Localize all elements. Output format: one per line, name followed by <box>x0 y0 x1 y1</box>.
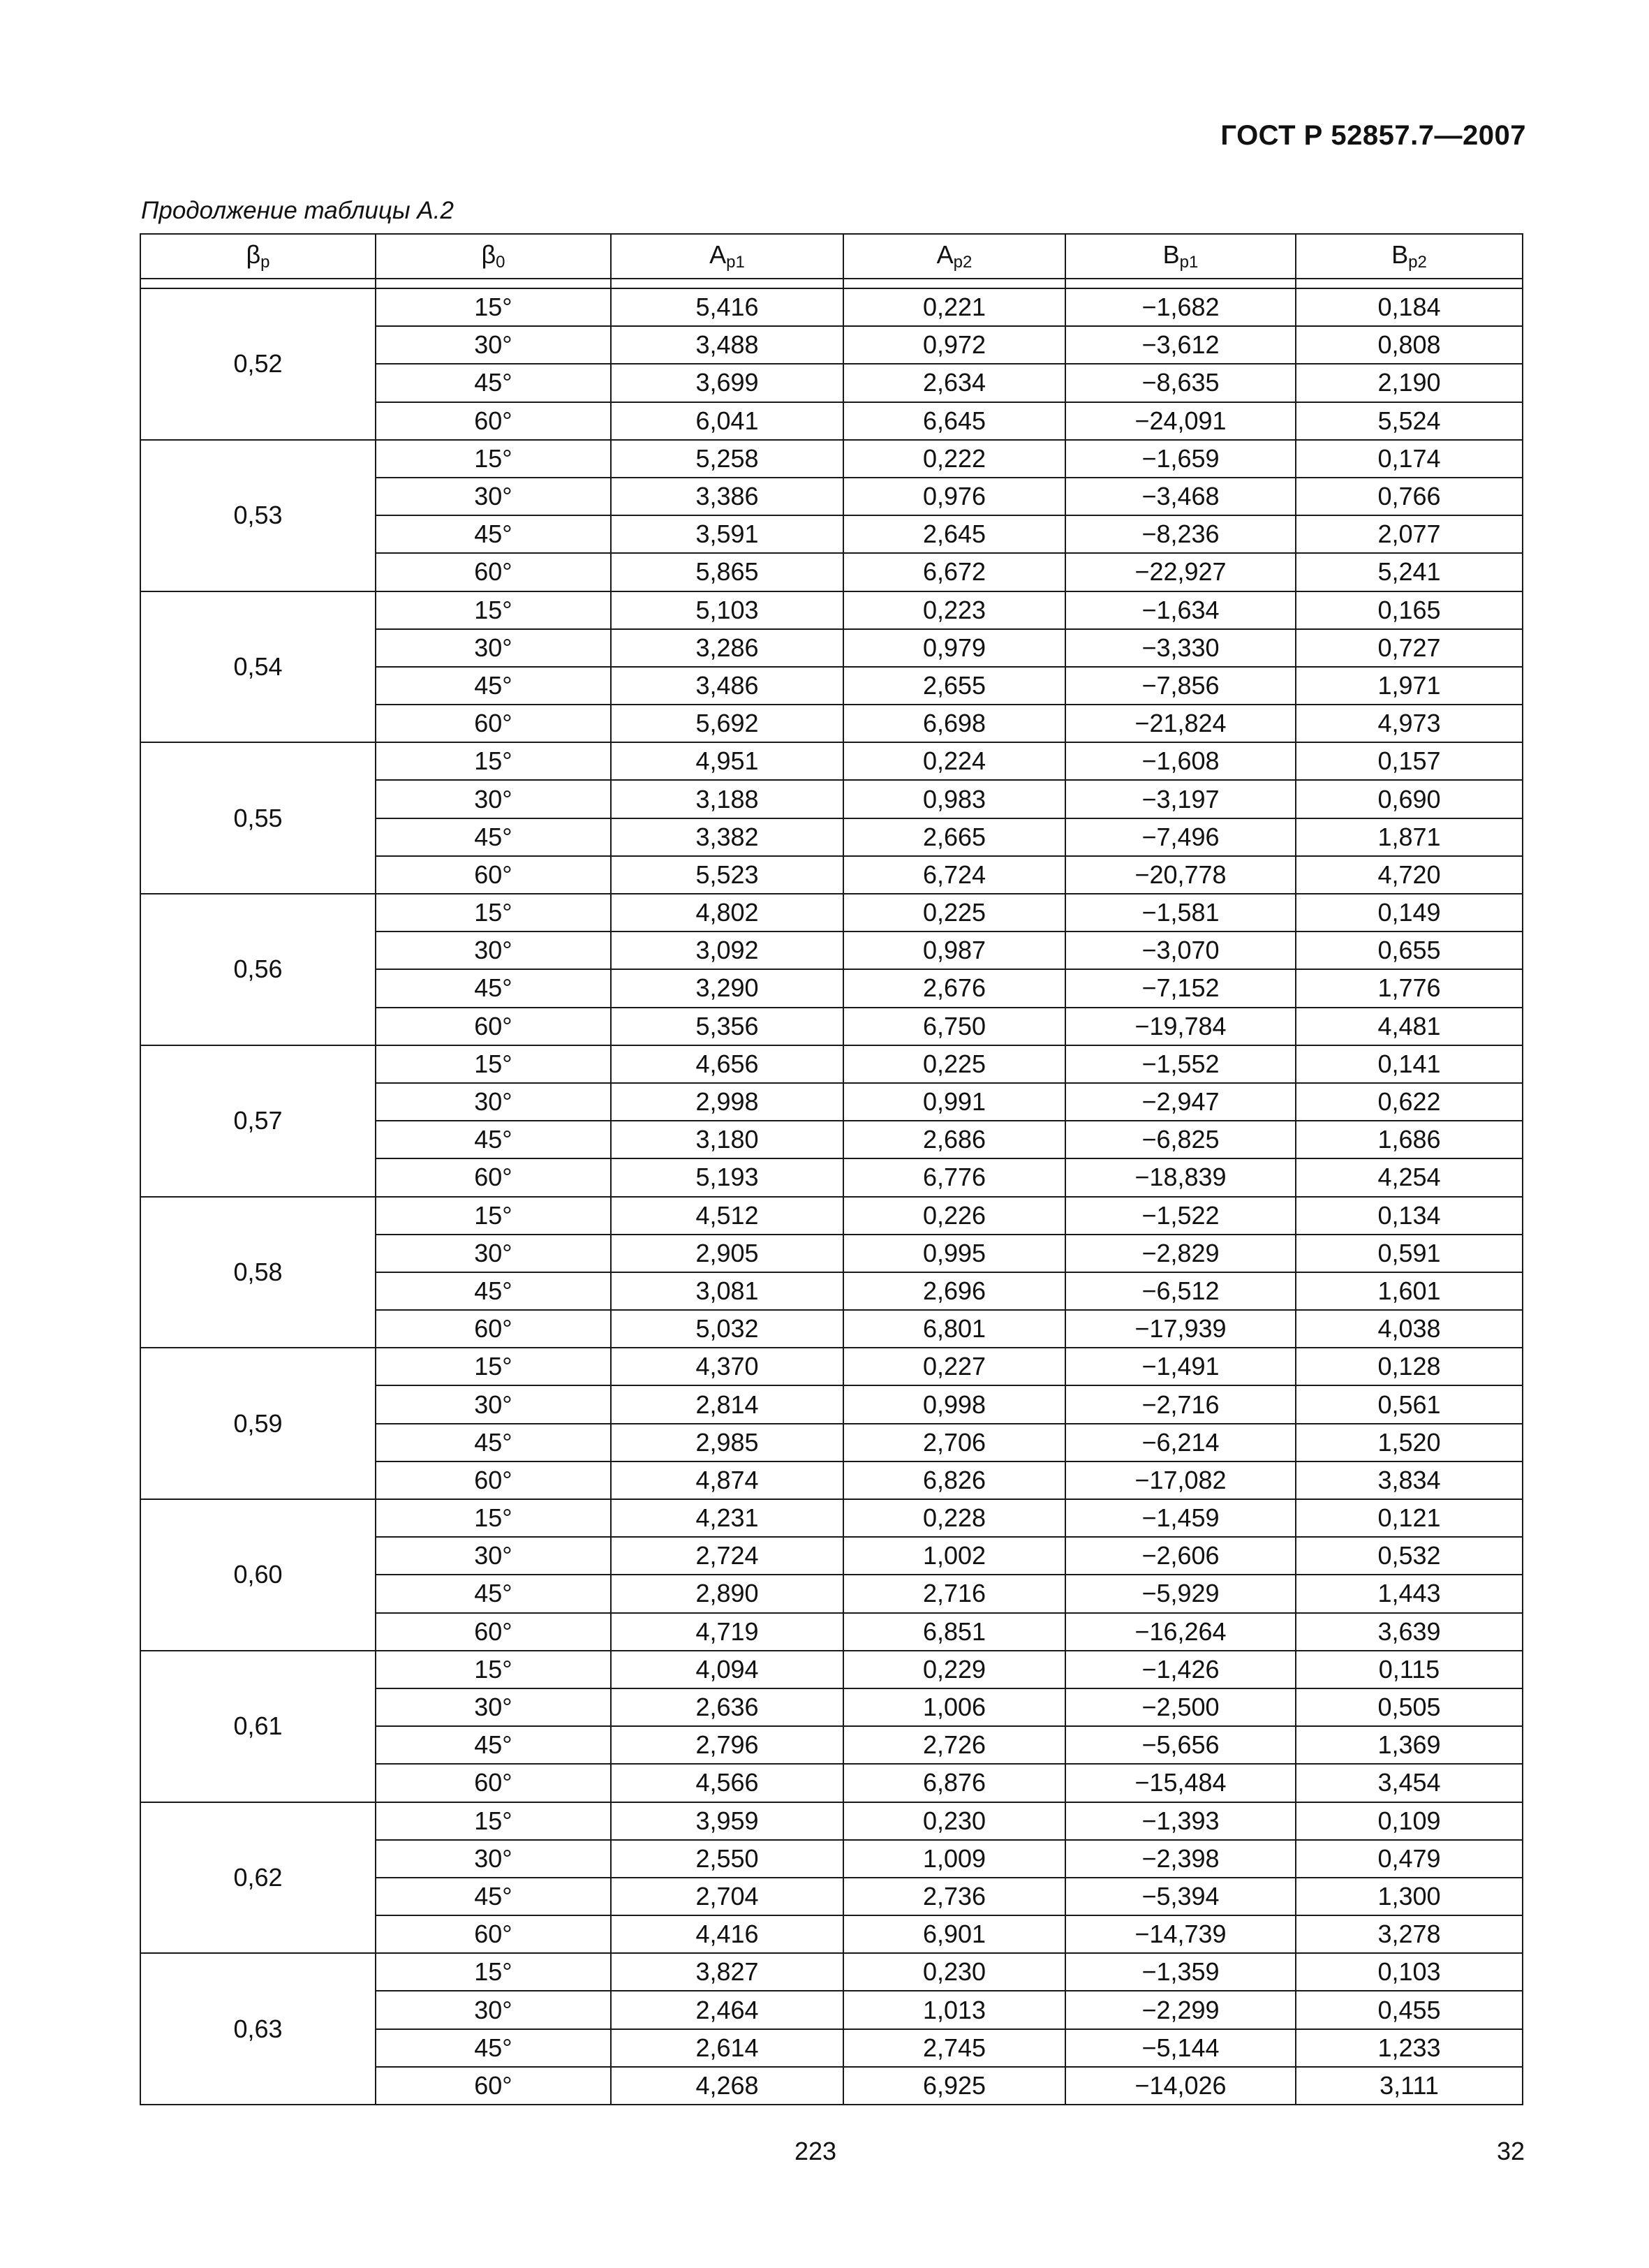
table-caption: Продолжение таблицы А.2 <box>141 197 454 224</box>
table-cell: 3,180 <box>611 1121 843 1158</box>
table-cell: 2,726 <box>843 1726 1065 1764</box>
table-cell: 3,081 <box>611 1272 843 1310</box>
table-cell: 5,865 <box>611 553 843 591</box>
table-cell: 1,002 <box>843 1537 1065 1575</box>
table-cell: 2,550 <box>611 1840 843 1878</box>
beta-p-cell: 0,59 <box>140 1348 376 1499</box>
table-cell: 15° <box>376 1651 611 1688</box>
beta-p-cell: 0,55 <box>140 742 376 894</box>
table-cell: 5,416 <box>611 288 843 326</box>
table-cell: 2,704 <box>611 1878 843 1915</box>
table-cell: 1,971 <box>1296 667 1523 705</box>
table-cell: 3,959 <box>611 1802 843 1840</box>
table-row <box>140 894 1523 932</box>
table-cell: −6,512 <box>1065 1272 1296 1310</box>
col-header-a-p2: $A_{p2}$ <box>843 234 1065 279</box>
data-table <box>140 233 1523 2105</box>
table-cell: −2,829 <box>1065 1235 1296 1272</box>
table-cell: −20,778 <box>1065 856 1296 894</box>
table-cell: 0,109 <box>1296 1802 1523 1840</box>
table-cell: 0,225 <box>843 894 1065 932</box>
table-cell: 1,776 <box>1296 969 1523 1007</box>
table-cell: −24,091 <box>1065 402 1296 440</box>
table-cell: 15° <box>376 1045 611 1083</box>
table-cell: 3,278 <box>1296 1915 1523 1953</box>
beta-p-cell: 0,58 <box>140 1197 376 1348</box>
table-cell: 4,094 <box>611 1651 843 1688</box>
table-cell: 0,149 <box>1296 894 1523 932</box>
table-cell: 3,111 <box>1296 2067 1523 2105</box>
table-cell: −2,716 <box>1065 1385 1296 1423</box>
col-header-a-p1: $A_{p1}$ <box>611 234 843 279</box>
col-header-b-p1: $B_{p1}$ <box>1065 234 1296 279</box>
table-cell: 3,488 <box>611 326 843 364</box>
table-cell: −7,152 <box>1065 969 1296 1007</box>
col-header-b-p2: $B_{p2}$ <box>1296 234 1523 279</box>
table-cell: −1,682 <box>1065 288 1296 326</box>
table-cell: −17,082 <box>1065 1461 1296 1499</box>
table-cell: 0,228 <box>843 1499 1065 1537</box>
table-cell: −1,393 <box>1065 1802 1296 1840</box>
table-cell: 30° <box>376 1537 611 1575</box>
table-cell: 6,698 <box>843 705 1065 742</box>
table-cell: 2,985 <box>611 1424 843 1461</box>
table-cell: 0,221 <box>843 288 1065 326</box>
table-cell: 60° <box>376 2067 611 2105</box>
table-cell: 45° <box>376 1878 611 1915</box>
table-cell: 60° <box>376 1915 611 1953</box>
table-cell: −19,784 <box>1065 1008 1296 1045</box>
table-cell: 2,645 <box>843 515 1065 553</box>
table-cell: −1,426 <box>1065 1651 1296 1688</box>
table-cell: 3,382 <box>611 818 843 856</box>
table-cell: 3,290 <box>611 969 843 1007</box>
table-cell: 0,230 <box>843 1802 1065 1840</box>
table-cell: 45° <box>376 1575 611 1612</box>
table-row <box>140 288 1523 326</box>
table-cell: 0,224 <box>843 742 1065 780</box>
table-cell: 15° <box>376 1802 611 1840</box>
beta-p-cell: 0,56 <box>140 894 376 1045</box>
table-cell: 30° <box>376 1385 611 1423</box>
table-cell: 15° <box>376 440 611 478</box>
table-cell: 2,796 <box>611 1726 843 1764</box>
table-row <box>140 1045 1523 1083</box>
table-cell: 3,834 <box>1296 1461 1523 1499</box>
table-cell: 3,188 <box>611 780 843 818</box>
table-cell: 5,523 <box>611 856 843 894</box>
table-cell: −6,825 <box>1065 1121 1296 1158</box>
table-cell: −1,459 <box>1065 1499 1296 1537</box>
table-cell: 15° <box>376 1348 611 1385</box>
table-cell: −5,144 <box>1065 2029 1296 2067</box>
table-cell: 5,241 <box>1296 553 1523 591</box>
table-cell: 4,268 <box>611 2067 843 2105</box>
table-cell: 1,871 <box>1296 818 1523 856</box>
table-cell: 45° <box>376 1272 611 1310</box>
table-cell: 6,826 <box>843 1461 1065 1499</box>
table-cell: 6,672 <box>843 553 1065 591</box>
table-cell: 4,566 <box>611 1764 843 1802</box>
table-cell: 6,801 <box>843 1310 1065 1348</box>
table-cell: 0,995 <box>843 1235 1065 1272</box>
table-cell: 0,505 <box>1296 1688 1523 1726</box>
table-cell: −5,394 <box>1065 1878 1296 1915</box>
table-row <box>140 591 1523 629</box>
table-cell: 3,486 <box>611 667 843 705</box>
table-cell: 0,987 <box>843 932 1065 969</box>
table-cell: 2,745 <box>843 2029 1065 2067</box>
table-cell: 0,766 <box>1296 478 1523 515</box>
table-cell: 6,645 <box>843 402 1065 440</box>
table-cell: 3,286 <box>611 629 843 667</box>
beta-p-cell: 0,61 <box>140 1651 376 1802</box>
table-cell: 30° <box>376 780 611 818</box>
table-cell: −1,659 <box>1065 440 1296 478</box>
table-cell: 2,464 <box>611 1991 843 2028</box>
table-cell: −21,824 <box>1065 705 1296 742</box>
table-cell: 6,776 <box>843 1158 1065 1196</box>
table-cell: 45° <box>376 515 611 553</box>
table-cell: −16,264 <box>1065 1613 1296 1651</box>
table-cell: 1,601 <box>1296 1272 1523 1310</box>
table-cell: 60° <box>376 1310 611 1348</box>
table-cell: 0,184 <box>1296 288 1523 326</box>
table-cell: 2,736 <box>843 1878 1065 1915</box>
table-cell: 2,905 <box>611 1235 843 1272</box>
beta-p-cell: 0,63 <box>140 1953 376 2105</box>
table-cell: 4,038 <box>1296 1310 1523 1348</box>
table-cell: 0,690 <box>1296 780 1523 818</box>
table-cell: 60° <box>376 1008 611 1045</box>
table-cell: −5,929 <box>1065 1575 1296 1612</box>
table-cell: 60° <box>376 856 611 894</box>
beta-p-cell: 0,62 <box>140 1802 376 1954</box>
table-cell: 1,009 <box>843 1840 1065 1878</box>
table-cell: 30° <box>376 1083 611 1121</box>
table-cell: 15° <box>376 894 611 932</box>
table-header <box>140 234 1523 288</box>
table-cell: −1,491 <box>1065 1348 1296 1385</box>
table-cell: 4,370 <box>611 1348 843 1385</box>
table-cell: 1,520 <box>1296 1424 1523 1461</box>
table-cell: 0,165 <box>1296 591 1523 629</box>
table-cell: 0,983 <box>843 780 1065 818</box>
table-cell: −1,522 <box>1065 1197 1296 1235</box>
table-cell: 60° <box>376 1613 611 1651</box>
table-cell: 60° <box>376 1461 611 1499</box>
table-cell: 30° <box>376 629 611 667</box>
table-cell: 45° <box>376 2029 611 2067</box>
table-cell: 30° <box>376 1688 611 1726</box>
table-cell: 30° <box>376 1991 611 2028</box>
table-row <box>140 1651 1523 1688</box>
table-cell: 3,454 <box>1296 1764 1523 1802</box>
table-cell: 4,656 <box>611 1045 843 1083</box>
table-cell: −8,635 <box>1065 364 1296 402</box>
table-cell: 45° <box>376 969 611 1007</box>
table-cell: 3,699 <box>611 364 843 402</box>
table-cell: 0,226 <box>843 1197 1065 1235</box>
table-body <box>140 288 1523 2105</box>
table-cell: 5,258 <box>611 440 843 478</box>
beta-p-cell: 0,53 <box>140 440 376 591</box>
table-cell: 1,369 <box>1296 1726 1523 1764</box>
table-cell: 15° <box>376 1499 611 1537</box>
col-header-beta-p: $\beta_p$ <box>140 234 376 279</box>
table-cell: 1,013 <box>843 1991 1065 2028</box>
table-cell: 2,614 <box>611 2029 843 2067</box>
table-cell: 0,174 <box>1296 440 1523 478</box>
table-cell: 2,716 <box>843 1575 1065 1612</box>
table-cell: 4,802 <box>611 894 843 932</box>
table-cell: 45° <box>376 818 611 856</box>
table-cell: 4,719 <box>611 1613 843 1651</box>
table-cell: 0,227 <box>843 1348 1065 1385</box>
table-cell: 2,696 <box>843 1272 1065 1310</box>
table-cell: −1,634 <box>1065 591 1296 629</box>
table-cell: 30° <box>376 478 611 515</box>
table-cell: 0,121 <box>1296 1499 1523 1537</box>
table-cell: −3,070 <box>1065 932 1296 969</box>
table-cell: 4,416 <box>611 1915 843 1953</box>
table-cell: 2,890 <box>611 1575 843 1612</box>
table-cell: 15° <box>376 288 611 326</box>
table-cell: −22,927 <box>1065 553 1296 591</box>
table-cell: −17,939 <box>1065 1310 1296 1348</box>
table-cell: −1,552 <box>1065 1045 1296 1083</box>
table-row <box>140 1802 1523 1840</box>
table-row <box>140 1197 1523 1235</box>
table-cell: −3,612 <box>1065 326 1296 364</box>
table-cell: −3,468 <box>1065 478 1296 515</box>
table-cell: −2,947 <box>1065 1083 1296 1121</box>
table-cell: 60° <box>376 553 611 591</box>
table-row <box>140 1499 1523 1537</box>
table-cell: 0,591 <box>1296 1235 1523 1272</box>
table-cell: −3,197 <box>1065 780 1296 818</box>
table-cell: 45° <box>376 1121 611 1158</box>
table-cell: 0,222 <box>843 440 1065 478</box>
table-cell: 0,225 <box>843 1045 1065 1083</box>
table-cell: 3,386 <box>611 478 843 515</box>
table-cell: −7,856 <box>1065 667 1296 705</box>
table-cell: 15° <box>376 1197 611 1235</box>
table-cell: 45° <box>376 364 611 402</box>
table-cell: −18,839 <box>1065 1158 1296 1196</box>
table-row <box>140 1953 1523 1991</box>
table-cell: 2,636 <box>611 1688 843 1726</box>
table-cell: 15° <box>376 1953 611 1991</box>
table-cell: 5,103 <box>611 591 843 629</box>
table-cell: 3,591 <box>611 515 843 553</box>
table-cell: 0,622 <box>1296 1083 1523 1121</box>
table-cell: 6,901 <box>843 1915 1065 1953</box>
table-cell: 4,254 <box>1296 1158 1523 1196</box>
table-cell: 60° <box>376 1764 611 1802</box>
table-cell: −15,484 <box>1065 1764 1296 1802</box>
table-cell: 1,233 <box>1296 2029 1523 2067</box>
table-cell: 4,481 <box>1296 1008 1523 1045</box>
table-cell: 4,512 <box>611 1197 843 1235</box>
table-cell: 0,455 <box>1296 1991 1523 2028</box>
table-cell: 6,724 <box>843 856 1065 894</box>
table-cell: 0,479 <box>1296 1840 1523 1878</box>
table-cell: 0,141 <box>1296 1045 1523 1083</box>
table-cell: 0,979 <box>843 629 1065 667</box>
table-cell: −6,214 <box>1065 1424 1296 1461</box>
table-cell: 2,724 <box>611 1537 843 1575</box>
table-cell: 4,720 <box>1296 856 1523 894</box>
table-row <box>140 742 1523 780</box>
beta-p-cell: 0,52 <box>140 288 376 440</box>
table-cell: 2,665 <box>843 818 1065 856</box>
table-row <box>140 440 1523 478</box>
table-cell: 3,827 <box>611 1953 843 1991</box>
table-cell: 1,686 <box>1296 1121 1523 1158</box>
table-cell: −5,656 <box>1065 1726 1296 1764</box>
table-cell: 0,157 <box>1296 742 1523 780</box>
document-header: ГОСТ Р 52857.7—2007 <box>1220 120 1526 151</box>
table-cell: 4,951 <box>611 742 843 780</box>
table-cell: −2,606 <box>1065 1537 1296 1575</box>
table-cell: 45° <box>376 667 611 705</box>
table-cell: 0,808 <box>1296 326 1523 364</box>
table-cell: 30° <box>376 1235 611 1272</box>
table-cell: 0,103 <box>1296 1953 1523 1991</box>
table-cell: −3,330 <box>1065 629 1296 667</box>
table-cell: 15° <box>376 591 611 629</box>
table-cell: 5,032 <box>611 1310 843 1348</box>
table-cell: 3,639 <box>1296 1613 1523 1651</box>
table-cell: 0,972 <box>843 326 1065 364</box>
table-cell: 0,230 <box>843 1953 1065 1991</box>
table-cell: 6,876 <box>843 1764 1065 1802</box>
table-cell: 45° <box>376 1424 611 1461</box>
table-cell: 1,300 <box>1296 1878 1523 1915</box>
table-cell: 2,676 <box>843 969 1065 1007</box>
table-cell: 2,634 <box>843 364 1065 402</box>
page-number: 223 <box>794 2137 837 2165</box>
table-cell: 60° <box>376 1158 611 1196</box>
table-cell: 0,998 <box>843 1385 1065 1423</box>
table-cell: 2,077 <box>1296 515 1523 553</box>
table-cell: 5,356 <box>611 1008 843 1045</box>
table-cell: 5,692 <box>611 705 843 742</box>
table-cell: −1,581 <box>1065 894 1296 932</box>
beta-p-cell: 0,60 <box>140 1499 376 1651</box>
table-cell: 6,851 <box>843 1613 1065 1651</box>
table-row <box>140 1348 1523 1385</box>
table-cell: 0,229 <box>843 1651 1065 1688</box>
table-cell: −7,496 <box>1065 818 1296 856</box>
sheet-number: 32 <box>1496 2137 1525 2165</box>
table-cell: 0,976 <box>843 478 1065 515</box>
table-cell: 60° <box>376 705 611 742</box>
table-cell: −2,299 <box>1065 1991 1296 2028</box>
table-cell: −14,739 <box>1065 1915 1296 1953</box>
table-cell: 0,561 <box>1296 1385 1523 1423</box>
table-cell: 0,128 <box>1296 1348 1523 1385</box>
table-cell: 2,190 <box>1296 364 1523 402</box>
table-cell: 1,006 <box>843 1688 1065 1726</box>
col-header-beta-0: $\beta_0$ <box>376 234 611 279</box>
table-cell: 1,443 <box>1296 1575 1523 1612</box>
beta-p-cell: 0,57 <box>140 1045 376 1197</box>
table-cell: 15° <box>376 742 611 780</box>
table-cell: −2,500 <box>1065 1688 1296 1726</box>
table-cell: 2,814 <box>611 1385 843 1423</box>
table-cell: 0,727 <box>1296 629 1523 667</box>
beta-p-cell: 0,54 <box>140 591 376 743</box>
table-cell: 3,092 <box>611 932 843 969</box>
table-cell: 45° <box>376 1726 611 1764</box>
table-cell: 30° <box>376 1840 611 1878</box>
table-cell: 2,686 <box>843 1121 1065 1158</box>
table-cell: 2,655 <box>843 667 1065 705</box>
table-cell: −14,026 <box>1065 2067 1296 2105</box>
table-cell: −1,359 <box>1065 1953 1296 1991</box>
table-cell: −2,398 <box>1065 1840 1296 1878</box>
table-cell: 5,524 <box>1296 402 1523 440</box>
table-cell: 60° <box>376 402 611 440</box>
table-cell: 4,874 <box>611 1461 843 1499</box>
table-cell: 30° <box>376 932 611 969</box>
table-cell: 0,223 <box>843 591 1065 629</box>
table-cell: 0,115 <box>1296 1651 1523 1688</box>
table-cell: −1,608 <box>1065 742 1296 780</box>
table-cell: 0,991 <box>843 1083 1065 1121</box>
table-cell: 30° <box>376 326 611 364</box>
table-cell: 0,532 <box>1296 1537 1523 1575</box>
table-cell: −8,236 <box>1065 515 1296 553</box>
table-cell: 4,231 <box>611 1499 843 1537</box>
table-cell: 2,706 <box>843 1424 1065 1461</box>
table-cell: 6,750 <box>843 1008 1065 1045</box>
table-cell: 6,925 <box>843 2067 1065 2105</box>
table-cell: 0,134 <box>1296 1197 1523 1235</box>
table-cell: 6,041 <box>611 402 843 440</box>
table-cell: 0,655 <box>1296 932 1523 969</box>
table-cell: 4,973 <box>1296 705 1523 742</box>
table-cell: 5,193 <box>611 1158 843 1196</box>
table-cell: 2,998 <box>611 1083 843 1121</box>
